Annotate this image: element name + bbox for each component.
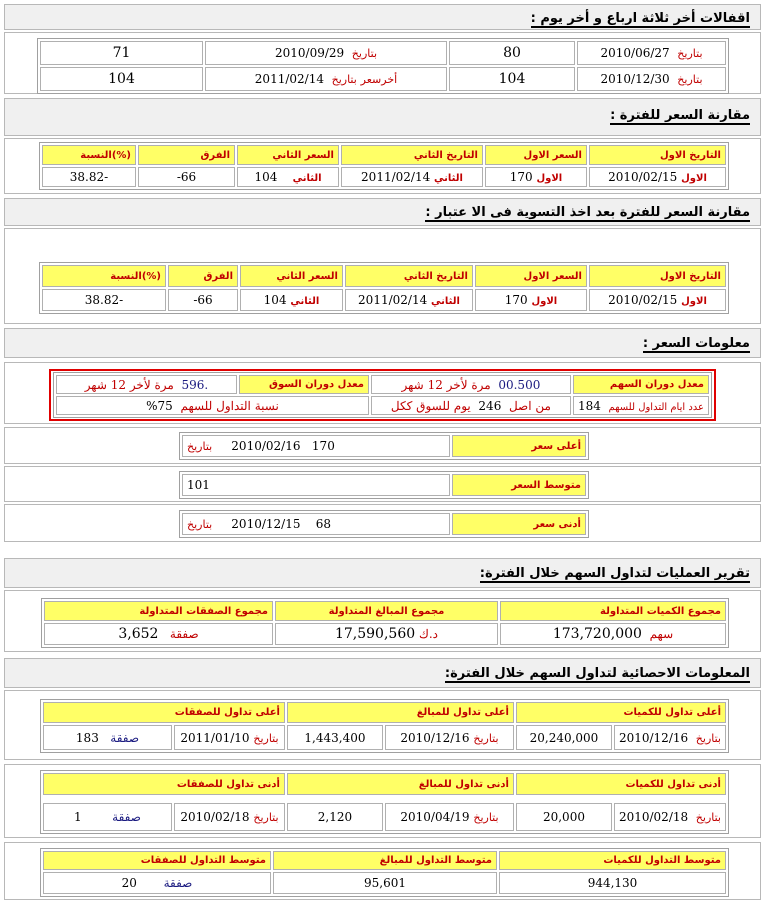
lowest-trading-panel [4,764,761,838]
high-price-value-cell: 170 2010/02/16 بتاريخ [182,435,450,457]
highest-trading-table [40,699,729,753]
turnover-panel [4,362,761,424]
lowest-quantity-date-cell: بتاريخ 2010/02/18 [614,803,726,831]
first-date-cell: الاول 2010/02/15 [589,289,726,311]
avg-price-panel [4,466,761,502]
low-price-table [179,510,589,538]
header-total-deals: مجموع الصفقات المتداولة [44,601,273,621]
highest-amount-value: 1,443,400 [287,725,383,750]
header-lowest-quantity: أدنى تداول للكميات [516,773,726,795]
high-price-label: أعلى سعر [452,435,586,457]
highest-quantity-date-cell: بتاريخ 2010/12/16 [614,725,726,750]
adjusted-comparison-panel [4,228,761,324]
avg-amount-value: 95,601 [273,872,497,894]
section-title: تقرير العمليات لتداول السهم خلال الفترة: [479,566,750,581]
total-quantity-cell: سهم 173,720,000 [500,623,726,645]
header-avg-quantity: متوسط التداول للكميات [499,851,726,870]
second-price-cell: الثاني 104 [237,167,339,187]
diff-cell: 66- [168,289,238,311]
header-total-amount: مجموع المبالغ المتداولة [275,601,498,621]
header-lowest-amount: أدنى تداول للمبالغ [287,773,514,795]
lowest-trading-table [40,770,729,834]
lowest-quantity-value: 20,000 [516,803,612,831]
header-highest-quantity: أعلى تداول للكميات [516,702,726,723]
section-header-price-comparison [4,98,761,136]
lowest-deals-date-cell: بتاريخ 2010/02/18 [174,803,285,831]
high-price-table [179,432,589,460]
last-closings-panel [4,32,761,94]
header-second-date: التاريخ الثاني [341,145,483,165]
turnover-table [53,372,712,418]
avg-price-table [179,471,589,499]
first-date-cell: الاول 2010/02/15 [589,167,726,187]
low-price-value-cell: 68 2010/12/15 بتاريخ [182,513,450,535]
header-pct: (%)النسبة [42,265,166,287]
header-first-price: السعر الاول [485,145,587,165]
header-second-date: التاريخ الثاني [345,265,473,287]
header-second-price: السعر الثاني [240,265,343,287]
low-price-panel [4,504,761,542]
closing-date-cell: بتاريخ 2010/12/30 [577,67,726,91]
closing-value-cell: 71 [40,41,203,65]
header-second-price: السعر الثاني [237,145,339,165]
average-trading-panel [4,842,761,900]
closing-date-cell: بتاريخ 2010/09/29 [205,41,447,65]
trading-ratio-cell: نسبة التداول للسهم 75% [56,396,369,415]
low-price-label: أدنى سعر [452,513,586,535]
pct-cell: -38.82 [42,167,136,187]
avg-deals-value-cell: صفقة 20 [43,872,271,894]
header-first-date: التاريخ الاول [589,265,726,287]
highest-trading-panel [4,690,761,760]
market-turnover-value-cell: .596 مرة لأخر 12 شهر [56,375,237,394]
closing-value-cell: 80 [449,41,575,65]
average-trading-table [40,848,729,897]
total-deals-cell: صفقة 3,652 [44,623,273,645]
highest-deals-date-cell: بتاريخ 2011/01/10 [174,725,285,750]
section-header-operations-report [4,558,761,588]
market-turnover-label: معدل دوران السوق [239,375,369,394]
avg-price-label: متوسط السعر [452,474,586,496]
section-title: معلومات السعر : [642,336,750,351]
adjusted-comparison-table [39,262,729,314]
pct-cell: -38.82 [42,289,166,311]
header-avg-deals: متوسط التداول للصفقات [43,851,271,870]
last-price-date-cell: أخرسعر بتاريخ 2011/02/14 [205,67,447,91]
header-first-price: السعر الاول [475,265,587,287]
header-lowest-deals: أدنى تداول للصفقات [43,773,285,795]
closing-date-cell: بتاريخ 2010/06/27 [577,41,726,65]
section-header-last-closings [4,4,761,30]
section-title: مقارنة السعر للفترة بعد اخذ التسوية فى الا عتبار : [425,205,750,220]
section-title: المعلومات الاحصائية لتداول السهم خلال الفترة: [444,666,750,681]
closing-value-cell: 104 [449,67,575,91]
turnover-label: معدل دوران السهم [573,375,709,394]
header-total-quantity: مجموع الكميات المتداولة [500,601,726,621]
second-price-cell: الثاني 104 [240,289,343,311]
section-header-adjusted-comparison [4,198,761,226]
avg-price-value: 101 [182,474,450,496]
operations-report-panel [4,590,761,652]
header-first-date: التاريخ الاول [589,145,726,165]
first-price-cell: الاول 170 [485,167,587,187]
highest-deals-value-cell: صفقة 183 [43,725,172,750]
price-comparison-panel [4,138,761,194]
header-diff: الفرق [138,145,235,165]
header-pct: (%)النسبة [42,145,136,165]
operations-report-table [41,598,729,648]
price-comparison-table [39,142,729,190]
section-title: مقارنة السعر للفترة : [610,108,750,123]
highest-quantity-value: 20,240,000 [516,725,612,750]
second-date-cell: الثاني 2011/02/14 [341,167,483,187]
header-diff: الفرق [168,265,238,287]
lowest-amount-date-cell: بتاريخ 2010/04/19 [385,803,514,831]
trading-days-cell: عدد ايام التداول للسهم 184 [573,396,709,415]
high-price-panel [4,427,761,464]
diff-cell: 66- [138,167,235,187]
turnover-value-cell: 00.500 مرة لأخر 12 شهر [371,375,571,394]
section-title: اقفالات أخر ثلاثة ارباع و أخر يوم : [530,11,750,26]
lowest-deals-value-cell: صفقة 1 [43,803,172,831]
highest-amount-date-cell: بتاريخ 2010/12/16 [385,725,514,750]
last-closings-table [37,38,729,94]
closing-value-cell: 104 [40,67,203,91]
lowest-amount-value: 2,120 [287,803,383,831]
header-highest-amount: أعلى تداول للمبالغ [287,702,514,723]
first-price-cell: الاول 170 [475,289,587,311]
avg-quantity-value: 944,130 [499,872,726,894]
section-header-price-info [4,328,761,358]
header-avg-amount: متوسط التداول للمبالغ [273,851,497,870]
total-amount-cell: د.ك 17,590,560 [275,623,498,645]
section-header-statistics [4,658,761,688]
header-highest-deals: أعلى تداول للصفقات [43,702,285,723]
second-date-cell: الثاني 2011/02/14 [345,289,473,311]
market-days-cell: من اصل 246 يوم للسوق ككل [371,396,571,415]
